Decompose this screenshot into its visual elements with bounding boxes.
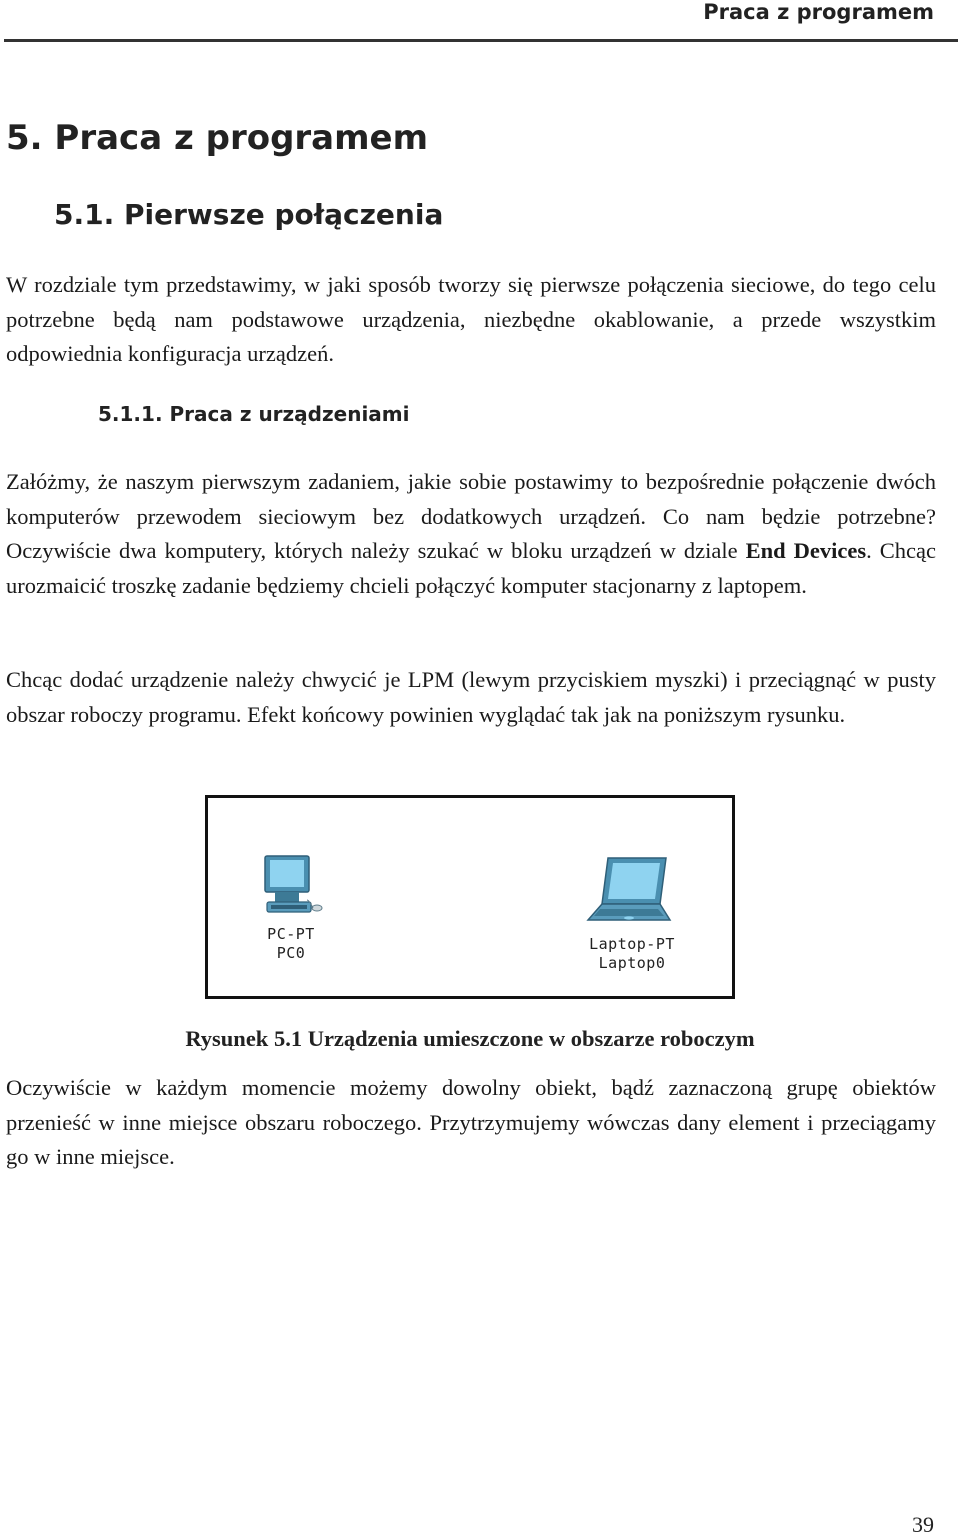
device-name-label: PC0 [276,944,306,962]
figure-caption: Rysunek 5.1 Urządzenia umieszczone w obszarze roboczym [185,1026,755,1051]
end-devices-term: End Devices [745,538,867,563]
paragraph-devices [6,465,936,603]
desktop-pc-icon [251,854,331,920]
device-pc0 [246,854,336,963]
device-name-label: Laptop0 [598,954,666,972]
device-type-label: PC-PT [267,925,315,943]
paragraph-add-device: Chcąc dodać urządzenie należy chwycić je LPM (lewym przyciskiem myszki) i przeciągnąć w pusty obszar roboczy programu. Efekt końcowy powinien wyglądać tak jak na poniższym rysunku. [6,667,936,727]
paragraph-devices-text: Załóżmy, że naszym pierwszym zadaniem, jakie sobie postawimy to bezpośrednie połączenie dwóch komputerów przewodem sieciowym bez dodatkowych urządzeń. Co nam będzie potrzebne? Oczywiście dwa komputery, których należy szukać w bloku urządzeń w dziale [6,469,936,563]
intro-paragraph: W rozdziale tym przedstawimy, w jaki sposób tworzy się pierwsze połączenia sieciowe, do tego celu potrzebne będą nam podstawowe urządzenia, niezbędne okablowanie, a przede wszystkim odpowiednia konfiguracja urządzeń. [6,272,936,366]
section-title: 5.1. Pierwsze połączenia [54,198,444,231]
running-header: Praca z programem [703,0,934,24]
workspace-figure [205,795,735,999]
page-number: 39 [912,1512,934,1537]
paragraph-move-objects: Oczywiście w każdym momencie możemy dowolny obiekt, bądź zaznaczoną grupę obiektów przenieść w inne miejsce obszaru roboczego. Przytrzymujemy wówczas dany element i przeciągamy go w inne miejsce. [6,1075,936,1169]
subsection-title: 5.1.1. Praca z urządzeniami [98,402,410,426]
device-laptop0 [572,854,692,973]
device-type-label: Laptop-PT [589,935,675,953]
chapter-title: 5. Praca z programem [6,118,429,158]
laptop-icon [582,854,682,930]
paragraph-devices-text-end: . Chcąc urozmaicić troszkę zadanie będziemy chcieli połączyć komputer stacjonarny z laptopem. [6,538,937,598]
header-rule [4,39,958,42]
